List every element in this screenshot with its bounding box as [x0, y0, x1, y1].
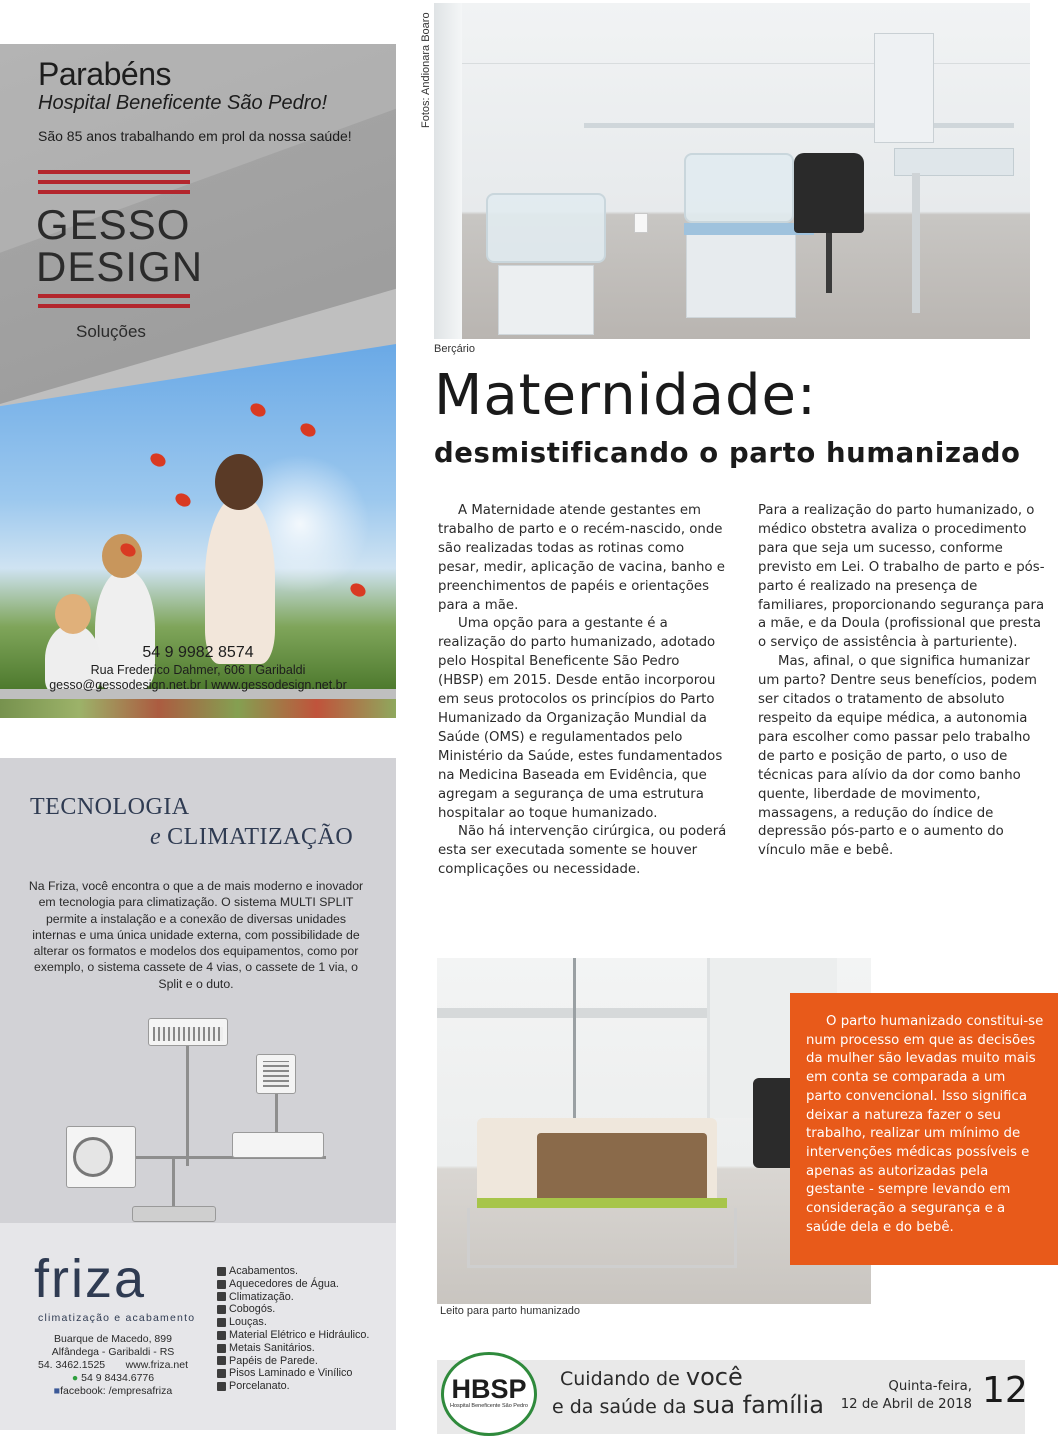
friza-services-list — [217, 1265, 369, 1393]
family-photo — [0, 344, 396, 689]
issue-date-text: 12 de Abril de 2018 — [840, 1397, 972, 1412]
paragraph: Mas, afinal, o que significa humanizar um parto? Dentre seus benefícios, podem ser citados o tratamento de absoluto respeito da equipe médica, a autonomia para escolher como passar pelo trabalho de parto e posição de parto, o uso de técnicas para alívio da dor como banho quente, liberdade de movimento, massagens, a redução do índice de depressão pós-parto e o aumento do vínculo mãe e bebê. — [758, 654, 1037, 859]
gesso-design-ad — [0, 44, 396, 718]
page-number: 12 — [982, 1370, 1028, 1411]
service-icon — [217, 1292, 226, 1301]
woman-figure — [205, 494, 275, 664]
callout-text: O parto humanizado constitui-se num processo em que as decisões da mulher são levadas muito mais em conta se comparada a um parto convencional. Isso significa deixar a natureza fazer o seu trabalho, realizar um mínimo de intervenções médicas possíveis e apenas as autorizadas pela gestante - sempre levando em consideração a segurança e a saúde dela e do bebê. — [806, 1014, 1044, 1235]
office-chair — [794, 153, 864, 233]
pipe — [172, 1158, 175, 1208]
multi-split-diagram — [60, 1008, 340, 1228]
wall-rail — [584, 123, 1014, 128]
issue-date — [820, 1378, 972, 1414]
caption-bottom: Leito para parto humanizado — [440, 1305, 581, 1317]
friza-whatsapp: 54 9 8434.6776 — [81, 1372, 155, 1384]
vent-icon — [263, 1061, 289, 1087]
door — [434, 3, 462, 339]
list-item: Papéis de Parede. — [217, 1355, 369, 1368]
child-head — [55, 594, 91, 634]
list-item: Pisos Laminado e Vinílico — [217, 1367, 369, 1380]
warmer-bed — [894, 148, 1014, 176]
friza-contact — [38, 1333, 188, 1398]
hbsp-logo-subtitle: Hospital Beneficente São Pedro — [450, 1403, 528, 1409]
tagline-part-1: Cuidando de — [560, 1368, 680, 1390]
list-item: Aquecedores de Água. — [217, 1278, 369, 1291]
headline: Maternidade: — [434, 363, 817, 428]
service-icon — [217, 1280, 226, 1289]
issue-weekday: Quinta-feira, — [888, 1379, 972, 1394]
service-icon — [217, 1267, 226, 1276]
petal — [173, 491, 193, 509]
duct-unit-icon — [132, 1206, 216, 1222]
list-item: Louças. — [217, 1316, 369, 1329]
service-icon — [217, 1331, 226, 1340]
article-column-1 — [438, 502, 728, 880]
boy-head — [102, 534, 142, 578]
ad-web: gesso@gessodesign.net.br I www.gessodesign.net.br — [49, 678, 347, 692]
friza-site: www.friza.net — [125, 1359, 188, 1371]
article-column-2 — [758, 502, 1048, 861]
logo-line-2: DESIGN — [36, 243, 204, 290]
list-item: Porcelanato. — [217, 1380, 369, 1393]
hbsp-logo-text: HBSP — [451, 1374, 527, 1404]
service-icon — [217, 1344, 226, 1353]
cassette-4-way-icon — [256, 1054, 296, 1094]
friza-whatsapp-row — [38, 1372, 188, 1385]
bed-rail — [477, 1198, 727, 1208]
whatsapp-icon: ● — [71, 1372, 79, 1384]
ad-address: Rua Frederico Dahmer, 606 I Garibaldi — [90, 663, 306, 677]
friza-phone: 54. 3462.1525 — [38, 1359, 106, 1371]
list-item: Cobogós. — [217, 1303, 369, 1316]
friza-phone-row — [38, 1359, 188, 1372]
tagline-part-2: você — [685, 1363, 743, 1391]
paragraph: Uma opção para a gestante é a realização do parto humanizado, adotado pelo Hospital Beneficente São Pedro (HBSP) em 2015. Desde então incorporou em seus protocolos os princípios do Parto Humanizado da Organização Mundial da Saúde (OMS) e regulamentados pelo Ministério da Saúde, estes fundamentados na Medicina Baseada em Evidência, que agregam a segurança de uma estrutura hospitalar ao toque humanizado. — [438, 616, 723, 821]
logo-line-1: GESSO — [36, 201, 191, 248]
bed-blanket — [537, 1133, 707, 1203]
petal — [148, 451, 168, 469]
friza-address-1: Buarque de Macedo, 899 — [54, 1333, 172, 1345]
wall-line — [434, 63, 1030, 64]
caption-top: Berçário — [434, 343, 475, 355]
friza-description: Na Friza, você encontra o que a de mais moderno e inovador em tecnologia para climatização. O sistema MULTI SPLIT permite a instalação e a conexão de diversas unidades internas e uma única unidade externa, com possibilidade de alterar os formatos e modelos dos equipamentos, como por exemplo, o sistema cassete de 4 vias, o cassete de 1 via, o Split e o duto. — [28, 879, 364, 991]
friza-facebook: facebook: /empresafriza — [60, 1385, 173, 1397]
friza-title-2-text: CLIMATIZAÇÃO — [167, 824, 354, 850]
service-icon — [217, 1369, 226, 1378]
ad-subtitle: Hospital Beneficente São Pedro! — [38, 92, 328, 114]
service-icon — [217, 1318, 226, 1327]
list-item: Metais Sanitários. — [217, 1342, 369, 1355]
subheadline: desmistificando o parto humanizado — [434, 437, 1021, 469]
paragraph: Para a realização do parto humanizado, o médico obstetra avaliza o procedimento para que seja um sucesso, conforme previsto em Lei. O trabalho de parto e pós-parto é realizado na presença de familiares, proporcionando segurança para a mãe, e da Doula (profissional que presta o serviço de assistência à parturiente). — [758, 503, 1045, 651]
ad-contact — [0, 644, 396, 692]
split-unit-icon — [232, 1132, 324, 1158]
fan-icon — [73, 1137, 113, 1177]
list-item: Acabamentos. — [217, 1265, 369, 1278]
ad-tagline: São 85 anos trabalhando em prol da nossa saúde! — [38, 128, 352, 144]
friza-logo: friza — [34, 1249, 147, 1309]
service-icon — [217, 1305, 226, 1314]
petal — [348, 581, 368, 599]
radiant-warmer — [874, 33, 934, 143]
pipe — [186, 1046, 189, 1166]
cassette-1-way-icon — [148, 1018, 228, 1046]
incubator — [486, 193, 606, 263]
incubator-base — [498, 265, 594, 335]
incubator — [684, 153, 794, 223]
callout-box — [790, 993, 1058, 1265]
hbsp-logo — [441, 1352, 537, 1436]
list-item: Material Elétrico e Hidráulico. — [217, 1329, 369, 1342]
friza-ad — [0, 758, 396, 1430]
friza-address-2: Alfândega - Garibaldi - RS — [51, 1346, 175, 1358]
petal — [248, 401, 268, 419]
warmer-stand — [912, 173, 920, 313]
friza-title-connector: e — [150, 824, 162, 850]
outdoor-unit-icon — [66, 1126, 136, 1188]
gesso-design-logo — [36, 201, 204, 290]
facebook-icon: ■ — [53, 1385, 61, 1397]
woman-head — [215, 454, 263, 510]
footer-tagline — [552, 1364, 824, 1420]
ad-phone: 54 9 9982 8574 — [142, 644, 254, 661]
service-icon — [217, 1356, 226, 1365]
tagline-part-3: e da saúde da — [552, 1396, 687, 1418]
paragraph: A Maternidade atende gestantes em trabalho de parto e o recém-nascido, onde são realizadas todas as rotinas como pesar, medir, aplicação de vacina, banho e preenchimentos de papéis e orientações para a mãe. — [438, 503, 725, 613]
petal — [298, 421, 318, 439]
list-item: Climatização. — [217, 1291, 369, 1304]
friza-logo-subtitle: climatização e acabamento — [38, 1312, 196, 1324]
nursery-photo — [434, 3, 1030, 339]
paragraph: Não há intervenção cirúrgica, ou poderá esta ser executada somente se houver complicações ou necessidade. — [438, 824, 727, 878]
tagline-part-4: sua família — [692, 1391, 824, 1419]
bed-frame — [467, 1208, 737, 1268]
vent-icon — [153, 1027, 223, 1041]
ad-title: Parabéns — [38, 56, 171, 92]
logo-stripes-top — [38, 170, 190, 200]
chair-leg — [826, 233, 832, 293]
photo-credit: Fotos: Andionara Boaro — [420, 12, 432, 128]
friza-title-2 — [150, 824, 353, 851]
friza-title-1: TECNOLOGIA — [30, 794, 190, 820]
logo-subtitle: Soluções — [76, 322, 146, 341]
incubator-base — [686, 223, 796, 318]
service-icon — [217, 1382, 226, 1391]
friza-facebook-row — [38, 1385, 188, 1398]
outlet-icon — [634, 213, 648, 233]
logo-stripes-bottom — [38, 294, 190, 314]
flower-strip — [0, 699, 396, 718]
